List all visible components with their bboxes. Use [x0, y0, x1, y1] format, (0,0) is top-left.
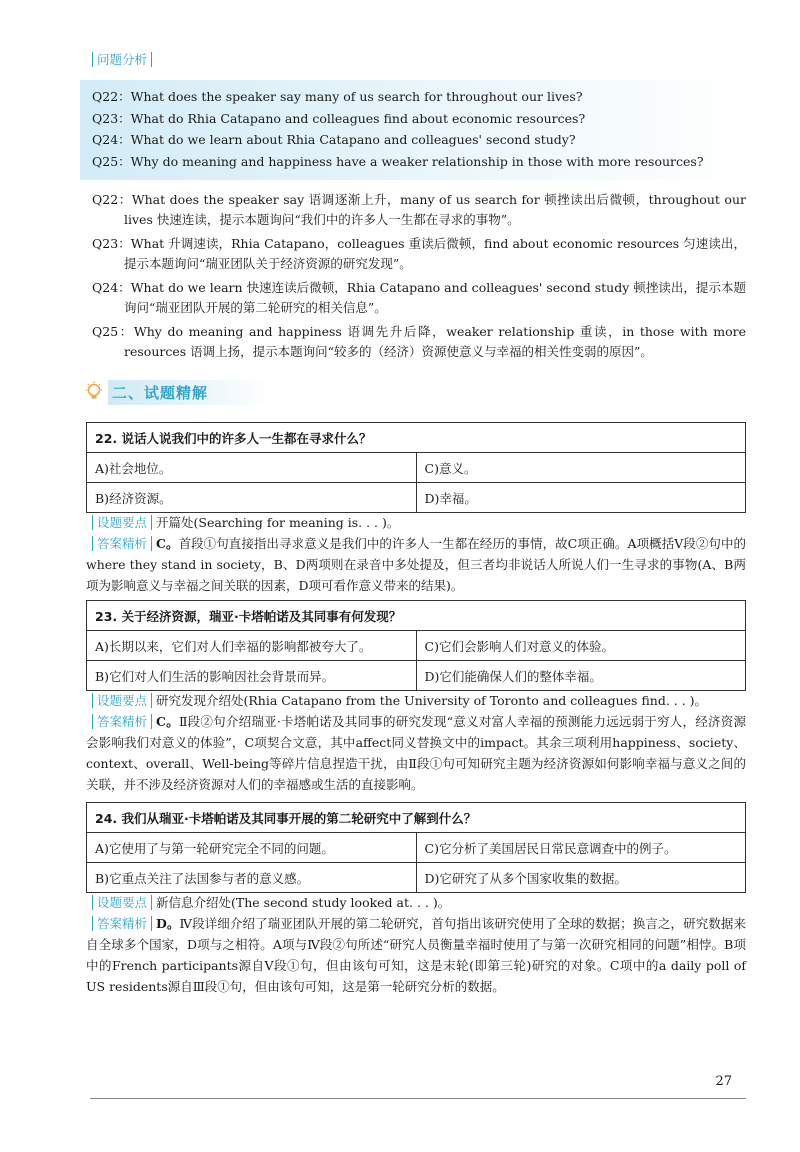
question-stem: 24. 我们从瑞亚·卡塔帕诺及其同事开展的第二轮研究中了解到什么？	[87, 803, 746, 833]
question-table-24	[86, 802, 746, 893]
note-q22: Q22：What does the speaker say 语调逐渐上升，many of us search for 顿挫读出后微顿，throughout our lives 快速连读，提示本题询问“我们中的许多人一生都在寻求的事物”。	[92, 192, 746, 227]
question-line: Q22：What does the speaker say many of us search for throughout our lives?	[92, 89, 583, 104]
option-b: B)它重点关注了法国参与者的意义感。	[87, 863, 417, 893]
footer-divider	[90, 1098, 746, 1099]
answer-label: 答案精析	[92, 714, 152, 729]
point-text: 开篇处(Searching for meaning is. . . )。	[156, 515, 400, 530]
answer-line	[86, 913, 746, 997]
option-c: C)意义。	[416, 453, 746, 483]
point-label: 设题要点	[92, 515, 152, 530]
option-d: D)它们能确保人们的整体幸福。	[416, 661, 746, 691]
answer-key: D。	[156, 916, 180, 931]
point-text: 新信息介绍处(The second study looked at. . . )。	[156, 895, 451, 910]
page-number: 27	[715, 1074, 732, 1089]
answer-key: C。	[156, 536, 179, 551]
analysis-24	[86, 892, 746, 997]
option-d: D)幸福。	[416, 483, 746, 513]
point-label: 设题要点	[92, 895, 152, 910]
point-line	[86, 690, 746, 711]
option-a: A)它使用了与第一轮研究完全不同的问题。	[87, 833, 417, 863]
option-b: B)经济资源。	[87, 483, 417, 513]
option-c: C)它分析了美国居民日常民意调查中的例子。	[416, 833, 746, 863]
answer-text: 首段①句直接指出寻求意义是我们中的许多人一生都在经历的事情，故C项正确。A项概括Ⅴ段②句中的where they stand in society，B、D两项则在录音中多处提及，但三者均非说话人所说人们一生寻求的事物(A、B两项为影响意义与幸福之间关联的因素，D项可看作意义带来的结果)。	[86, 536, 747, 593]
section-header	[84, 380, 268, 404]
answer-text: Ⅱ段②句介绍瑞亚·卡塔帕诺及其同事的研究发现“意义对富人幸福的预测能力远远弱于穷人，经济资源会影响我们对意义的体验”，C项契合文意，其中affect同义替换文中的impact。其余三项利用happiness、society、context、overall、Well-being等碎片信息捏造干扰，由Ⅱ段①句可知研究主题为经济资源如何影响幸福与意义之间的关联，并不涉及经济资源对人们的幸福感或生活的直接影响。	[86, 714, 746, 792]
question-line: Q25：Why do meaning and happiness have a weaker relationship in those with more resources?	[92, 154, 704, 169]
point-line	[86, 512, 746, 533]
section-title: 二、试题精解	[108, 380, 268, 405]
option-a: A)社会地位。	[87, 453, 417, 483]
reading-notes	[92, 190, 746, 362]
option-c: C)它们会影响人们对意义的体验。	[416, 631, 746, 661]
note-q23: Q23：What 升调速读，Rhia Catapano，colleagues 重读后微顿，find about economic resources 匀速读出，提示本题询问“瑞亚团队关于经济资源的研究发现”。	[92, 236, 746, 271]
answer-line	[86, 533, 746, 596]
point-line	[86, 892, 746, 913]
analysis-23	[86, 690, 746, 795]
question-table-23	[86, 600, 746, 691]
question-line: Q24：What do we learn about Rhia Catapano and colleagues' second study?	[92, 132, 576, 147]
note-q24: Q24：What do we learn 快速连读后微顿，Rhia Catapano and colleagues' second study 顿挫读出，提示本题询问“瑞亚团队开展的第二轮研究的相关信息”。	[92, 280, 746, 315]
option-b: B)它们对人们生活的影响因社会背景而异。	[87, 661, 417, 691]
analysis-22	[86, 512, 746, 596]
lightbulb-icon	[84, 381, 104, 403]
answer-label: 答案精析	[92, 536, 152, 551]
point-text: 研究发现介绍处(Rhia Catapano from the University of Toronto and colleagues find. . . )。	[156, 693, 708, 708]
answer-line	[86, 711, 746, 795]
question-stem: 22. 说话人说我们中的许多人一生都在寻求什么？	[87, 423, 746, 453]
point-label: 设题要点	[92, 693, 152, 708]
question-table-22	[86, 422, 746, 513]
option-a: A)长期以来，它们对人们幸福的影响都被夸大了。	[87, 631, 417, 661]
note-q25: Q25：Why do meaning and happiness 语调先升后降，weaker relationship 重读，in those with more resources 语调上扬，提示本题询问“较多的（经济）资源使意义与幸福的相关性变弱的原因”。	[92, 324, 746, 359]
question-line: Q23：What do Rhia Catapano and colleagues find about economic resources?	[92, 111, 586, 126]
question-stem: 23. 关于经济资源，瑞亚·卡塔帕诺及其同事有何发现？	[87, 601, 746, 631]
answer-label: 答案精析	[92, 916, 152, 931]
answer-key: C。	[156, 714, 179, 729]
option-d: D)它研究了从多个国家收集的数据。	[416, 863, 746, 893]
answer-text: Ⅳ段详细介绍了瑞亚团队开展的第二轮研究，首句指出该研究使用了全球的数据；换言之，研究数据来自全球多个国家，D项与之相符。A项与Ⅳ段②句所述“研究人员衡量幸福时使用了与第一次研究相同的问题”相悖。B项中的French participants源自Ⅴ段①句，但由该句可知，这是末轮(即第三轮)研究的对象。C项中的a daily poll of US residents源自Ⅲ段①句，但由该句可知，这是第一轮研究分析的数据。	[86, 916, 746, 994]
analysis-label: 问题分析	[92, 52, 152, 67]
